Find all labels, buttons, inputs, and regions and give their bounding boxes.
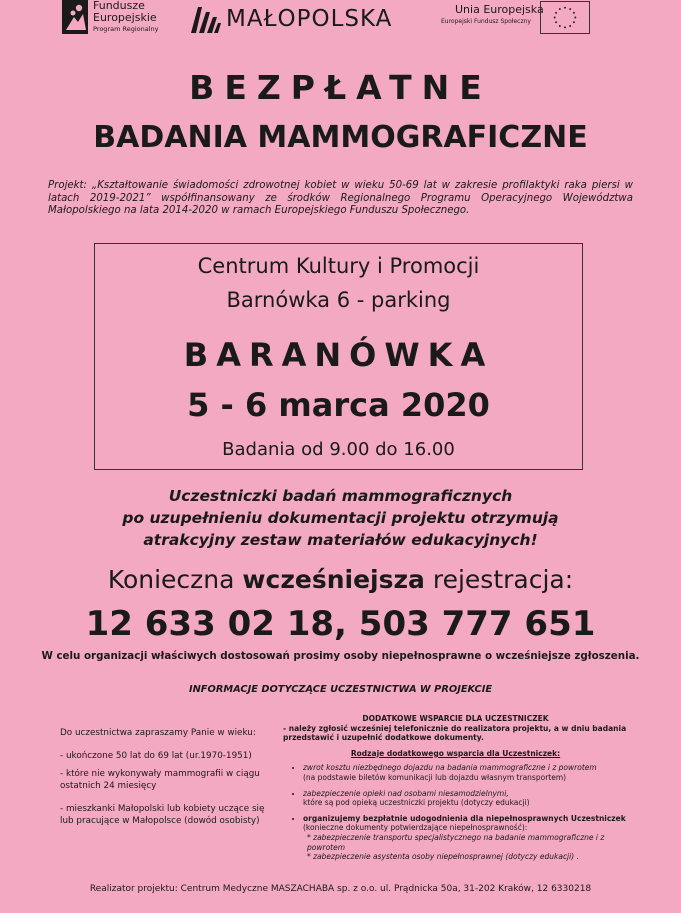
eligibility-column xyxy=(60,728,280,834)
event-city: BARANÓWKA xyxy=(183,336,494,374)
info-heading: INFORMACJE DOTYCZĄCE UCZESTNICTWA W PROJEKCIE xyxy=(188,684,493,695)
event-date: 5 - 6 marca 2020 xyxy=(187,386,490,424)
support-item-text: • organizujemy bezpłatnie udogodnienia dla niepełnosprawnych Uczestniczek xyxy=(303,813,626,823)
venue-line1: Centrum Kultury i Promocji xyxy=(197,254,480,278)
footer-organizer: Realizator projektu: Centrum Medyczne MASZACHABA sp. z o.o. ul. Prądnicka 50a, 31-202 Kraków, 12 6330218 xyxy=(89,884,592,894)
registration-heading xyxy=(0,565,681,594)
ue-logo-line1: Unia Europejska xyxy=(455,3,544,16)
list-item xyxy=(303,814,628,862)
malopolska-logo-icon xyxy=(190,6,222,34)
disability-note: W celu organizacji właściwych dostosowań prosimy osoby niepełnosprawne o wcześniejsze zgłoszenia. xyxy=(41,650,640,662)
malopolska-logo-text: MAŁOPOLSKA xyxy=(226,6,393,32)
support-heading: DODATKOWE WSPARCIE DLA UCZESTNICZEK xyxy=(362,714,549,723)
support-item-text: • zwrot kosztu niezbędnego dojazdu na badania mammograficzne i z powrotem xyxy=(303,763,597,773)
support-item-text: * zabezpieczenie asystenta osoby niepełnosprawnej (dotyczy edukacji) . xyxy=(307,852,579,862)
fe-logo-line3: Program Regionalny xyxy=(93,25,159,33)
incentive-text xyxy=(0,485,681,551)
support-item-text: * zabezpieczenie transportu specjalistycznego na badanie mammograficzne i z powrotem xyxy=(307,832,605,852)
fundusze-europejskie-logo-icon xyxy=(62,0,88,34)
project-description: Projekt: „Kształtowanie świadomości zdrowotnej kobiet w wieku 50-69 lat w zakresie profilaktyki raka piersi w latach 2019-2021” współfinansowany ze środków Regionalnego Programu Operacyjnego Województwa Małopolskiego na lata 2014-2020 w ramach Europejskiego Funduszu Społecznego. xyxy=(48,180,633,216)
list-item xyxy=(303,789,628,808)
incentive-line1: Uczestniczki badań mammograficznych xyxy=(168,487,513,505)
eligibility-item: - mieszkanki Małopolski lub kobiety uczące się lub pracujące w Małopolsce (dowód osobisty) xyxy=(60,804,265,826)
fe-logo-line2: Europejskie xyxy=(93,11,157,24)
support-column xyxy=(283,714,628,868)
support-item-text: • zabezpieczenie opieki nad osobami niesamodzielnymi, xyxy=(303,788,509,798)
venue-line2: Barnówka 6 - parking xyxy=(226,288,451,312)
registration-suffix: rejestracja: xyxy=(424,565,574,594)
event-hours: Badania od 9.00 do 16.00 xyxy=(222,439,455,460)
incentive-line3: atrakcyjny zestaw materiałów edukacyjnych! xyxy=(143,531,538,549)
support-item-text: które są pod opieką uczestniczki projektu (dotyczy edukacji) xyxy=(303,798,530,808)
incentive-line2: po uzupełnieniu dokumentacji projektu otrzymują xyxy=(122,509,559,527)
registration-phones: 12 633 02 18, 503 777 651 xyxy=(85,604,596,644)
title-mammography: BADANIA MAMMOGRAFICZNE xyxy=(93,120,588,155)
eligibility-item: - które nie wykonywały mammografii w ciągu ostatnich 24 miesięcy xyxy=(60,769,260,791)
fe-logo-line1: Fundusze xyxy=(93,0,145,12)
support-item-text: (konieczne dokumenty potwierdzające niepełnosprawność): xyxy=(303,823,528,833)
support-intro: - należy zgłosić wcześniej telefonicznie do realizatora projektu, a w dniu badania przedstawić i uzupełnić dodatkowe dokumenty. xyxy=(283,723,627,743)
eu-flag-icon xyxy=(540,1,590,34)
registration-prefix: Konieczna xyxy=(107,565,243,594)
support-list xyxy=(283,763,628,861)
title-free: BEZPŁATNE xyxy=(189,68,492,107)
support-types-heading: Rodzaje dodatkowego wsparcia dla Uczestniczek: xyxy=(350,748,561,758)
registration-bold: wcześniejsza xyxy=(242,565,425,594)
eligibility-item: - ukończone 50 lat do 69 lat (ur.1970-1951) xyxy=(60,750,252,761)
eligibility-intro: Do uczestnictwa zapraszamy Panie w wieku: xyxy=(60,728,256,738)
support-item-text: (na podstawie biletów komunikacji lub dojazdu własnym transportem) xyxy=(303,772,567,782)
list-item xyxy=(303,763,628,782)
ue-logo-line2: Europejski Fundusz Społeczny xyxy=(441,18,531,25)
